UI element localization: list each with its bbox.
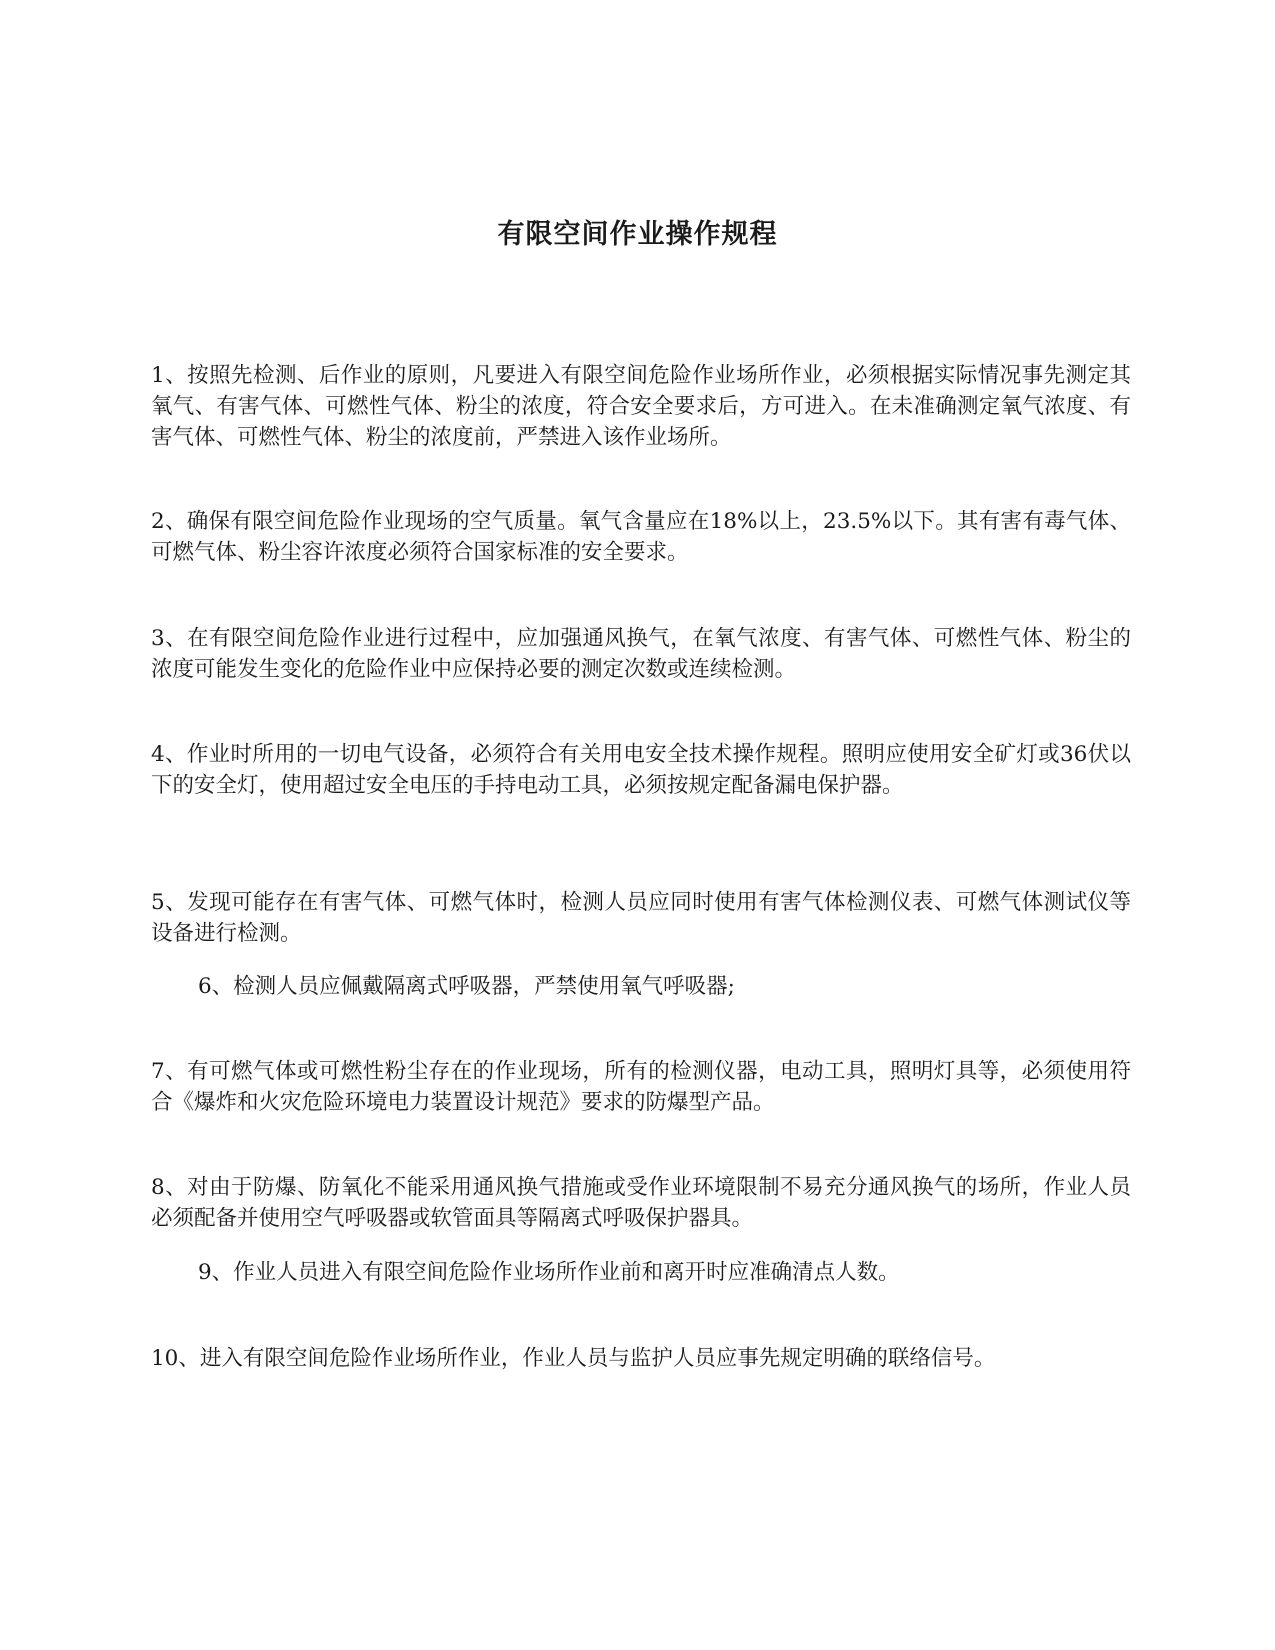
procedure-item-2: 2、确保有限空间危险作业现场的空气质量。氧气含量应在18%以上，23.5%以下。其有害有毒气体、可燃气体、粉尘容许浓度必须符合国家标准的安全要求。 [151, 509, 1131, 565]
procedure-item-8: 8、对由于防爆、防氧化不能采用通风换气措施或受作业环境限制不易充分通风换气的场所，作业人员必须配备并使用空气呼吸器或软管面具等隔离式呼吸保护器具。 [151, 1175, 1131, 1231]
procedure-item-4: 4、作业时所用的一切电气设备，必须符合有关用电安全技术操作规程。照明应使用安全矿灯或36伏以下的安全灯，使用超过安全电压的手持电动工具，必须按规定配备漏电保护器。 [151, 742, 1131, 798]
procedure-item-10: 10、进入有限空间危险作业场所作业，作业人员与监护人员应事先规定明确的联络信号。 [151, 1346, 996, 1371]
procedure-item-5: 5、发现可能存在有害气体、可燃气体时，检测人员应同时使用有害气体检测仪表、可燃气体测试仪等设备进行检测。 [151, 890, 1131, 946]
procedure-item-3: 3、在有限空间危险作业进行过程中，应加强通风换气，在氧气浓度、有害气体、可燃性气体、粉尘的浓度可能发生变化的危险作业中应保持必要的测定次数或连续检测。 [151, 626, 1131, 682]
procedure-item-1: 1、按照先检测、后作业的原则，凡要进入有限空间危险作业场所作业，必须根据实际情况事先测定其氧气、有害气体、可燃性气体、粉尘的浓度，符合安全要求后，方可进入。在未准确测定氧气浓度、有害气体、可燃性气体、粉尘的浓度前，严禁进入该作业场所。 [151, 363, 1131, 450]
document-title: 有限空间作业操作规程 [497, 219, 778, 250]
procedure-item-6: 6、检测人员应佩戴隔离式呼吸器，严禁使用氧气呼吸器; [198, 974, 735, 999]
procedure-item-9: 9、作业人员进入有限空间危险作业场所作业前和离开时应准确清点人数。 [198, 1260, 900, 1285]
procedure-item-7: 7、有可燃气体或可燃性粉尘存在的作业现场，所有的检测仪器，电动工具，照明灯具等，必须使用符合《爆炸和火灾危险环境电力装置设计规范》要求的防爆型产品。 [151, 1059, 1131, 1115]
